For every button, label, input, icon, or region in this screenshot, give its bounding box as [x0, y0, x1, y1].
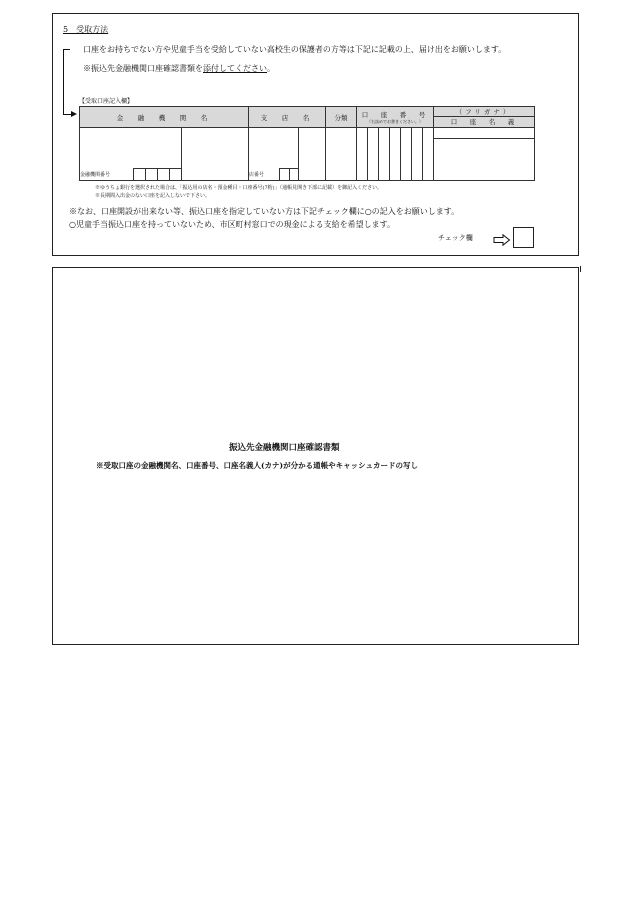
account-digit-1[interactable] — [357, 128, 368, 181]
bank-code-label: 金融機関番号 — [80, 169, 134, 181]
branch-type-field[interactable] — [299, 128, 326, 181]
corner-mark — [580, 266, 581, 272]
dormant-account-note: ※長期間入出金のない口座を記入しないで下さい。 — [95, 193, 211, 199]
bank-code-digit-1[interactable] — [134, 169, 146, 181]
cash-payment-note: ○児童手当振込口座を持っていないため、市区町村窓口での現金による支給を希望します。 — [69, 220, 396, 229]
account-digit-5[interactable] — [401, 128, 412, 181]
check-label: チェック欄 — [438, 234, 473, 242]
attach-instruction — [83, 63, 275, 74]
branch-code-label: 店番号 — [249, 169, 280, 181]
attach-suffix: 。 — [267, 64, 275, 73]
account-number-header — [357, 107, 434, 128]
branch-name-header: 支 店 名 — [249, 107, 326, 128]
account-digit-2[interactable] — [368, 128, 379, 181]
yucho-note: ※ゆうちょ銀行を選択された場合は、「振込用の店名・預金種目・口座番号(7桁)」（通帳見開き下部に記載）を御記入ください。 — [95, 185, 383, 191]
branch-code-digit-2[interactable] — [289, 169, 299, 181]
arrow-right-icon — [493, 234, 511, 246]
branch-name-field[interactable] — [249, 128, 299, 169]
arrow-right-icon — [71, 111, 77, 117]
holder-label: 口 座 名 義 — [450, 118, 518, 126]
account-digit-3[interactable] — [379, 128, 390, 181]
holder-header — [434, 107, 535, 128]
attach-underlined: 添付してください — [203, 64, 267, 73]
attach-prefix: ※振込先金融機関口座確認書類を — [83, 64, 203, 73]
no-account-note: ※なお、口座開設が出来ない等、振込口座を指定していない方は下記チェック欄に○の記入をお願いします。 — [69, 207, 460, 216]
account-table — [79, 106, 535, 181]
bank-code-digit-2[interactable] — [146, 169, 158, 181]
cash-payment-checkbox[interactable] — [513, 227, 534, 248]
account-digit-4[interactable] — [390, 128, 401, 181]
account-digit-6[interactable] — [412, 128, 423, 181]
holder-kana-field[interactable] — [434, 128, 534, 139]
receipt-method-section — [52, 13, 579, 256]
attachment-subtitle: ※受取口座の金融機関名、口座番号、口座名義人(カナ)が分かる通帳やキャッシュカードの写し — [96, 461, 418, 470]
bank-code-digit-3[interactable] — [157, 169, 169, 181]
bank-type-field[interactable] — [181, 128, 248, 181]
account-number-label: 口 座 番 号 — [361, 110, 429, 119]
account-digit-7[interactable] — [423, 128, 434, 181]
account-number-note: （右詰めでお書きください。） — [367, 118, 423, 124]
attachment-area — [52, 267, 579, 645]
category-header: 分類 — [326, 107, 357, 128]
bank-name-header: 金 融 機 関 名 — [80, 107, 249, 128]
furigana-label: （フリガナ） — [434, 107, 534, 117]
attachment-title: 振込先金融機関口座確認書類 — [229, 443, 340, 453]
bracket-line — [63, 49, 64, 115]
branch-code-digit-1[interactable] — [280, 169, 290, 181]
section-heading: 5 受取方法 — [63, 25, 109, 34]
form-label: 【受取口座記入欄】 — [79, 98, 134, 105]
category-field[interactable] — [326, 128, 357, 181]
bank-code-digit-4[interactable] — [169, 169, 181, 181]
bank-name-field[interactable] — [80, 128, 182, 169]
holder-field[interactable] — [434, 128, 535, 181]
instruction-text: 口座をお持ちでない方や児童手当を受給していない高校生の保護者の方等は下記に記載の上、届け出をお願いします。 — [83, 45, 507, 54]
